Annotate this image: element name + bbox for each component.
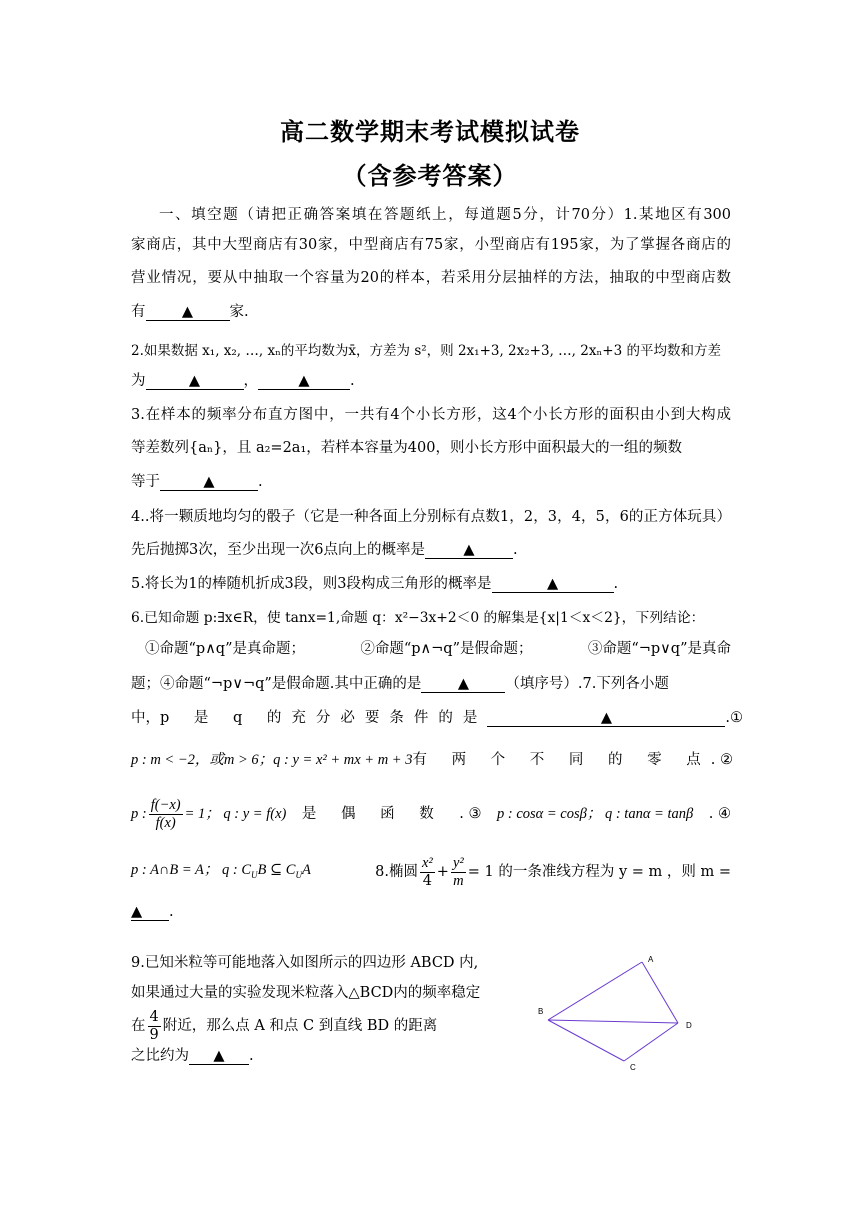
answer-blank-q6[interactable]: ▲	[421, 676, 505, 693]
answer-blank-q8[interactable]: ▲	[131, 904, 169, 921]
q9-prefix: 在	[131, 1018, 146, 1034]
answer-blank-q3[interactable]: ▲	[160, 474, 258, 491]
fraction-numerator: y²	[452, 854, 464, 871]
vertex-label-b: B	[538, 1007, 544, 1016]
answer-blank-q4[interactable]: ▲	[425, 542, 513, 559]
q9-fraction	[148, 1009, 161, 1044]
q7-fraction	[149, 797, 183, 832]
q7-line-2	[131, 750, 731, 770]
q7-item-2-p	[131, 797, 286, 832]
q6-claim-1: ①命题“p∧q”是真命题；	[145, 641, 306, 657]
q3-prefix: 等于	[131, 474, 160, 490]
edge-bd	[548, 1020, 678, 1023]
q7-stem: p 是 q 的充分必要条件的是	[160, 710, 488, 726]
q7-item-2-p-label: p :	[131, 806, 147, 822]
q2-line-1: 2.如果数据 x₁, x₂, …, xₙ的平均数为x̄，方差为 s²，则 2x₁+3, 2x₂+3, …, 2xₙ+3 的平均数和方差	[131, 343, 721, 359]
answer-blank-q1[interactable]: ▲	[146, 304, 230, 321]
q3-line-3	[131, 472, 263, 492]
q2-comma: ，	[243, 373, 258, 389]
q7-item-2-mark: . ②	[710, 752, 733, 768]
fraction-numerator: f(−x)	[150, 796, 181, 813]
q8-period: .	[169, 904, 174, 920]
q8-suffix: = 1 的一条准线方程为 y = m ，则 m =	[467, 864, 731, 880]
q7-item-4-sub-2: U	[295, 869, 302, 880]
q3-suffix: .	[258, 474, 263, 490]
q6-suffix: （填序号）.7.下列各小题	[505, 676, 669, 692]
page-title: 高二数学期末考试模拟试卷	[280, 117, 580, 146]
q7-item-1-p: p : m < −2，或m > 6；	[131, 752, 274, 768]
answer-blank-q9[interactable]: ▲	[189, 1048, 249, 1065]
q8-fraction-y	[451, 855, 466, 890]
q5-prefix: 5.将长为1的棒随机折成3段，则3段构成三角形的概率是	[131, 576, 492, 592]
q7-item-2-text: 是 偶 函 数	[301, 806, 444, 822]
fraction-denominator: 4	[422, 872, 433, 889]
q7-line-3	[131, 792, 731, 836]
q1-line-1: 一、填空题（请把正确答案填在答题纸上，每道题5分，计70分）1.某地区有300	[159, 207, 731, 223]
q7-item-2-q: = 1； q : y = f(x)	[184, 806, 287, 822]
q6-line-2	[145, 639, 731, 659]
q7-q8-line	[131, 852, 731, 892]
q9-line-3	[131, 1006, 437, 1046]
fraction-denominator: m	[453, 872, 464, 889]
q9-prefix-2: 之比约为	[131, 1048, 189, 1064]
answer-blank-q7[interactable]: ▲	[487, 710, 725, 727]
q1-prefix: 有	[131, 304, 146, 320]
q2-suffix: .	[350, 373, 355, 389]
q6-claim-3: ③命题“¬p∨q”是真命	[587, 641, 731, 657]
q7-item-4-mark: . ④	[708, 806, 731, 822]
q9-stem: 附近，那么点 A 和点 C 到直线 BD 的距离	[162, 1018, 438, 1034]
q8-line-2	[131, 902, 174, 922]
vertex-label-a: A	[648, 955, 654, 964]
q8-plus: +	[436, 864, 449, 880]
answer-blank-q2a[interactable]: ▲	[146, 373, 244, 390]
answer-blank-q2b[interactable]: ▲	[258, 373, 350, 390]
vertex-label-d: D	[686, 1021, 692, 1030]
q6-claim-2: ②命题“p∧¬q”是假命题；	[360, 641, 533, 657]
q9-line-4	[131, 1046, 254, 1066]
q5-suffix: .	[613, 576, 619, 592]
q4-suffix: .	[512, 542, 518, 558]
q9-line-2: 如果通过大量的实验发现米粒落入△BCD内的频率稳定	[131, 985, 481, 1001]
q9-line-1: 9.已知米粒等可能地落入如图所示的四边形 ABCD 内,	[131, 955, 479, 971]
fraction-denominator: 9	[149, 1026, 159, 1043]
q4-line-1: 4..将一颗质地均匀的骰子（它是一种各面上分别标有点数1，2，3，4，5，6的正方体玩具）	[131, 509, 731, 525]
q7-item-4	[131, 860, 311, 885]
q1-suffix: 家.	[229, 304, 249, 320]
q7-period: .	[725, 710, 730, 726]
edge-cd	[624, 1023, 678, 1061]
edge-ad	[642, 962, 678, 1023]
q7-item-1-mark: ①	[730, 710, 743, 726]
q2-line-2	[131, 371, 355, 391]
q6-prefix: 题；④命题“¬p∨¬q”是假命题.其中正确的是	[131, 676, 422, 692]
q7-line-1	[131, 708, 743, 728]
answer-blank-q5[interactable]: ▲	[492, 576, 614, 593]
q7-item-4-c: A	[301, 861, 311, 878]
fraction-numerator: x²	[422, 854, 433, 871]
fraction-numerator: 4	[149, 1008, 159, 1025]
q6-line-1: 6.已知命题 p:∃x∈R，使 tanx=1,命题 q：x²−3x+2＜0 的解集是{x|1＜x＜2}，下列结论：	[131, 610, 705, 626]
q1-line-4	[131, 302, 249, 322]
q7-item-4-sub-1: U	[251, 869, 258, 880]
edge-ab	[548, 962, 642, 1020]
q3-line-1: 3.在样本的频率分布直方图中，一共有4个小长方形，这4个小长方形的面积由小到大构成	[131, 407, 731, 423]
vertex-label-c: C	[630, 1063, 636, 1072]
q5-line-1	[131, 574, 618, 594]
q7-prefix: 中，	[131, 710, 160, 726]
quadrilateral-abcd-diagram	[530, 948, 710, 1078]
q7-item-4-b: B ⊆ C	[257, 861, 296, 878]
q2-prefix: 为	[131, 373, 146, 389]
q8-stem	[375, 855, 731, 890]
page-subtitle: （含参考答案）	[342, 161, 518, 190]
q1-line-3: 营业情况，要从中抽取一个容量为20的样本，若采用分层抽样的方法，抽取的中型商店数	[131, 270, 731, 286]
q4-prefix: 先后抛掷3次，至少出现一次6点向上的概率是	[131, 542, 425, 558]
fraction-denominator: f(x)	[155, 814, 176, 831]
q7-item-1-q: q : y = x² + mx + m + 3	[273, 752, 413, 768]
q6-line-3	[131, 674, 669, 694]
q8-prefix: 8.椭圆	[375, 864, 418, 880]
q7-item-4-a: p : A∩B = A； q : C	[131, 861, 252, 878]
q4-line-2	[131, 540, 518, 560]
q7-item-3-mark: . ③	[459, 806, 482, 822]
q1-line-2: 家商店，其中大型商店有30家，中型商店有75家，小型商店有195家，为了掌握各商店的	[131, 237, 731, 253]
q3-line-2: 等差数列{aₙ}，且 a₂=2a₁，若样本容量为400，则小长方形中面积最大的一组的频数	[131, 440, 682, 456]
q7-item-3: p : cosα = cosβ； q : tanα = tanβ	[496, 806, 694, 822]
q8-fraction-x	[420, 855, 435, 890]
q7-item-1-text: 有 两 个 不 同 的 零 点	[412, 752, 711, 768]
q9-suffix: .	[249, 1048, 254, 1064]
edge-bc	[548, 1020, 624, 1061]
